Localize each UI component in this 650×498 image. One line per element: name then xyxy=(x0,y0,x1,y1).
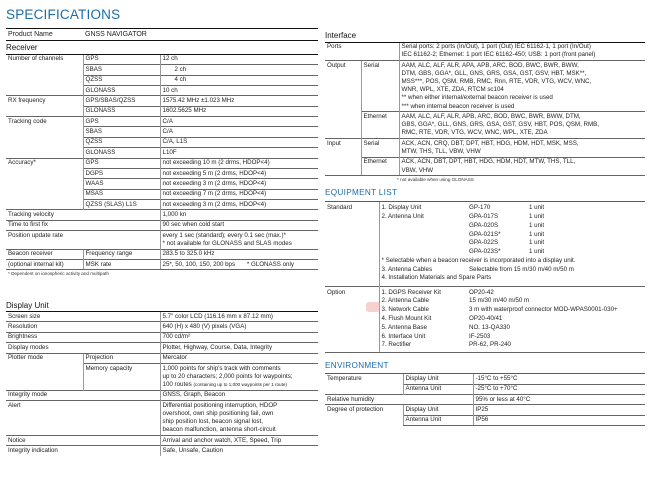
equipment-qty: 1 unit xyxy=(529,248,545,256)
tracking-code-val: C/A, L1S xyxy=(160,137,318,147)
sentence-line: ACK, ACN, CRQ, DBT, DPT, HBT, HDG, HDM, HDT, MSK, MSS, xyxy=(401,139,579,147)
freq-label: Frequency range xyxy=(83,249,160,259)
equipment-model: GPA-022S xyxy=(469,239,499,247)
accuracy-sys: WAAS xyxy=(83,179,160,189)
beacon-row xyxy=(6,260,318,270)
rx-val: 1575.42 MHz ±1.023 MHz xyxy=(160,96,318,106)
temperature-value: -15°C to +55°C xyxy=(473,374,645,384)
memory-routes: 100 routes xyxy=(162,380,192,388)
option-item-name: 7. Rectifier xyxy=(379,341,467,352)
equipment-item-name xyxy=(379,248,467,257)
alert-row xyxy=(6,401,318,436)
channels-sys: SBAS xyxy=(83,65,160,75)
tracking-velocity-row xyxy=(6,210,318,220)
projection-label: Projection xyxy=(83,353,160,363)
msk-value: 25*, 50, 100, 150, 200 bps xyxy=(162,260,236,268)
accuracy-val: not exceeding 5 m (2 drms, HDOP<4) xyxy=(160,168,318,178)
product-label: Product Name xyxy=(6,29,83,41)
ports-label: Ports xyxy=(327,43,342,51)
tracking-velocity-label: Tracking velocity xyxy=(6,210,160,220)
equipment-model: GPA-020S xyxy=(469,221,499,229)
ports-row xyxy=(325,43,645,61)
page-title: SPECIFICATIONS xyxy=(6,7,121,22)
alert-line: overshoot, own ship positioning fail, own xyxy=(162,409,274,417)
sentence-line: VBW, VHW xyxy=(401,166,434,174)
modes-value: Plotter, Highway, Course, Data, Integrity xyxy=(160,343,318,353)
notice-value: Arrival and anchor watch, XTE, Speed, Trip xyxy=(160,436,318,446)
memory-line: 1,000 points for ship's track with comments xyxy=(162,364,281,372)
ttff-row xyxy=(6,220,318,230)
msk-label: MSK rate xyxy=(83,260,160,270)
equipment-model: GPA-023S* xyxy=(469,248,501,256)
update-rate-row xyxy=(6,231,318,250)
product-row xyxy=(6,29,318,41)
screen-value: 5.7" color LCD (116.16 mm x 87.12 mm) xyxy=(160,312,318,322)
tracking-code-sys: SBAS xyxy=(83,127,160,137)
output-serial-value xyxy=(399,61,645,112)
option-label: Option xyxy=(325,286,379,352)
receiver-footnote: * Dependent on ionospheric activity and multipath xyxy=(8,271,109,277)
accuracy-sys: DGPS xyxy=(83,168,160,178)
accuracy-label: Accuracy* xyxy=(6,158,83,210)
protection-unit: Antenna Unit xyxy=(403,415,473,425)
msk-note: * GLONASS only xyxy=(246,260,294,268)
resolution-value: 640 (H) x 480 (V) pixels (VGA) xyxy=(160,322,318,332)
equipment-item-name xyxy=(379,221,467,230)
highlight-mark xyxy=(366,302,380,312)
equipment-item-name: 4. Installation Materials and Spare Parts xyxy=(379,274,645,286)
option-item xyxy=(325,286,645,297)
right-column xyxy=(325,30,645,426)
ttff-value: 90 sec when cold start xyxy=(160,220,318,230)
integrity-row xyxy=(6,390,318,400)
receiver-title: Receiver xyxy=(6,42,318,55)
sentence-line: DTM, GBS, GGA*, GLL, GNS, GRS, GSA, GST, GSV, HBT, MSK**, xyxy=(401,69,587,77)
temperature-row xyxy=(325,374,645,384)
environment-table xyxy=(325,374,645,426)
modes-row xyxy=(6,343,318,353)
equipment-table xyxy=(325,202,645,352)
equipment-qty: 1 unit xyxy=(529,212,545,220)
alert-label: Alert xyxy=(6,401,160,436)
output-serial-row xyxy=(325,61,645,112)
equipment-item-name: 2. Antenna Unit xyxy=(379,213,467,222)
protection-value: IP25 xyxy=(473,405,645,415)
integrity-indication-row xyxy=(6,446,318,456)
integrity-indication-value: Safe, Unsafe, Caution xyxy=(160,446,318,456)
sentence-line: ACK, ACN, DBT, DPT, HBT, HDG, HDM, HDT, MTW, THS, TLL, xyxy=(401,158,576,166)
output-ethernet-value xyxy=(399,112,645,139)
brightness-row xyxy=(6,332,318,342)
input-ethernet-label: Ethernet xyxy=(361,157,399,176)
memory-line: up to 20 characters; 2,000 points for waypoints; xyxy=(162,372,293,380)
rx-val: 1602.5625 MHz xyxy=(160,106,318,116)
update-rate-line: every 1 sec (standard); every 0.1 sec (max.)* xyxy=(162,231,286,239)
protection-row xyxy=(325,405,645,415)
protection-label: Degree of protection xyxy=(325,405,403,426)
sentence-line: AAM, ALC, ALF, ALR, APA, APB, ARC, BOD, BWC, BWR, BWW, xyxy=(401,61,579,69)
humidity-label: Relative humidity xyxy=(325,395,473,405)
alert-line: ship position lost, beacon signal lost, xyxy=(162,418,263,426)
equipment-qty: 1 unit xyxy=(529,230,545,238)
accuracy-row xyxy=(6,158,318,168)
notice-label: Notice xyxy=(6,436,160,446)
msk-cell xyxy=(160,260,318,270)
protection-unit: Display Unit xyxy=(403,405,473,415)
channels-sys: GLONASS xyxy=(83,85,160,95)
equipment-qty: 1 unit xyxy=(529,239,545,247)
output-label: Output xyxy=(325,61,361,139)
option-item-name: 4. Flush Mount Kit xyxy=(379,315,467,324)
equipment-model: GPA-021S* xyxy=(469,230,501,238)
interface-title: Interface xyxy=(325,30,645,43)
option-item-name: 6. Interface Unit xyxy=(379,332,467,341)
input-ethernet-value xyxy=(399,157,645,176)
ports-value xyxy=(399,43,645,61)
update-rate-value xyxy=(160,231,318,250)
input-serial-label: Serial xyxy=(361,139,399,158)
product-table xyxy=(6,28,318,41)
freq-value: 283.5 to 325.0 kHz xyxy=(160,249,318,259)
memory-line xyxy=(163,381,316,389)
equipment-item-name xyxy=(379,239,467,248)
plotter-label: Plotter mode xyxy=(6,353,83,390)
channels-val: 10 ch xyxy=(160,85,318,95)
tracking-code-sys: GPS xyxy=(83,117,160,127)
sentence-line: AAM, ALC, ALF, ALR, APB, ARC, BOD, BWC, BWR, BWW, DTM, xyxy=(401,113,581,121)
option-value: 15 m/30 m/40 m/50 m xyxy=(469,297,530,305)
environment-title: ENVIRONMENT xyxy=(325,357,645,375)
equipment-item-name xyxy=(379,230,467,239)
tracking-code-val: L10F xyxy=(160,148,318,158)
rx-sys: GLONASS xyxy=(83,106,160,116)
plotter-row xyxy=(6,353,318,363)
option-value: OP20-40/41 xyxy=(469,314,503,322)
equipment-title: EQUIPMENT LIST xyxy=(325,184,645,202)
input-ethernet-row xyxy=(325,157,645,176)
interface-table xyxy=(325,43,645,177)
sentence-line: WNR, WPL, XTE, ZDA, RTCM sc104 xyxy=(401,86,504,94)
tracking-code-val: C/A xyxy=(160,117,318,127)
integrity-indication-label: Integrity indication xyxy=(6,446,160,456)
channels-val: 2 ch xyxy=(160,65,318,75)
equipment-qty: 1 unit xyxy=(529,221,545,229)
beacon-row xyxy=(6,249,318,259)
option-item-name: 2. Antenna Cable xyxy=(379,297,467,306)
option-item-name: 1. DGPS Receiver Kit xyxy=(379,286,467,297)
equipment-item-name: 3. Antenna Cables xyxy=(379,265,467,274)
rx-label: RX frequency xyxy=(6,96,83,117)
sentence-line: GBS, GGA*, GLL, GNS, GRS, GSA, GST, GSV, HBT, POS, QSM, RMB, xyxy=(401,121,599,129)
modes-label: Display modes xyxy=(6,343,160,353)
ports-line: Serial ports: 2 ports (In/Out), 1 port (Out) IEC 61162-1, 1 port (In/Out) xyxy=(401,43,591,51)
humidity-value: 95% or less at 40°C xyxy=(473,395,645,405)
input-serial-row xyxy=(325,139,645,158)
notice-row xyxy=(6,436,318,446)
memory-routes-note: (containing up to 1,000 waypoints per 1 route) xyxy=(193,381,287,387)
rx-sys: GPS/SBAS/QZSS xyxy=(83,96,160,106)
tracking-code-row xyxy=(6,117,318,127)
projection-value: Mercator xyxy=(160,353,318,363)
standard-note: * Selectable when a beacon receiver is incorporated into a display unit. xyxy=(379,257,645,266)
integrity-label: Integrity mode xyxy=(6,390,160,400)
sentence-line: MTW, THS, TLL, VBW, VHW xyxy=(401,147,481,155)
accuracy-sys: MSAS xyxy=(83,189,160,199)
temperature-unit: Display Unit xyxy=(403,374,473,384)
screen-label: Screen size xyxy=(8,312,41,320)
equipment-item xyxy=(325,202,645,212)
accuracy-val: not exceeding 3 m (2 drms, HDOP<4) xyxy=(160,200,318,210)
memory-value xyxy=(160,363,318,390)
protection-value: IP56 xyxy=(473,415,645,425)
channels-sys: GPS xyxy=(83,55,160,65)
product-value: GNSS NAVIGATOR xyxy=(83,29,318,41)
option-item-name: 5. Antenna Base xyxy=(379,323,467,332)
channels-sys: QZSS xyxy=(83,75,160,85)
update-rate-note: * not available for GLONASS and SLAS modes xyxy=(162,239,292,247)
output-ethernet-row xyxy=(325,112,645,139)
option-item-name: 3. Network Cable xyxy=(379,306,467,315)
option-value: PR-62, PR-240 xyxy=(467,341,645,352)
rx-row xyxy=(6,96,318,106)
equipment-qty: 1 unit xyxy=(529,204,545,212)
accuracy-sys: GPS xyxy=(83,158,160,168)
option-value: OP20-42 xyxy=(467,286,645,297)
left-column xyxy=(6,28,318,456)
alert-value xyxy=(160,401,318,436)
input-label: Input xyxy=(325,139,361,176)
sentence-line: RMC, RTE, VDR, VTG, WCV, WNC, WPL, XTE, ZDA xyxy=(401,129,548,137)
tracking-code-sys: GLONASS xyxy=(83,148,160,158)
tracking-code-label: Tracking code xyxy=(6,117,83,159)
screen-row xyxy=(6,312,318,322)
sentence-note: ** when either internal/external beacon receiver is used xyxy=(401,94,553,102)
tracking-code-sys: QZSS xyxy=(83,137,160,147)
accuracy-val: not exceeding 7 m (2 drms, HDOP<4) xyxy=(160,189,318,199)
alert-line: beacon malfunction, antenna short-circuit xyxy=(162,426,276,434)
beacon-sublabel: (optional internal kit) xyxy=(6,260,83,270)
channels-row xyxy=(6,55,318,65)
beacon-label: Beacon receiver xyxy=(6,249,83,259)
integrity-value: GNSS, Graph, Beacon xyxy=(160,390,318,400)
option-value: IF-2503 xyxy=(469,332,491,340)
option-value: 3 m with waterproof connector MOD-WPAS0001-030+ xyxy=(469,306,618,314)
ttff-label: Time to first fix xyxy=(6,220,160,230)
channels-label: Number of channels xyxy=(8,55,64,63)
accuracy-val: not exceeding 3 m (2 drms, HDOP<4) xyxy=(160,179,318,189)
output-serial-label: Serial xyxy=(361,61,399,112)
resolution-row xyxy=(6,322,318,332)
sentence-line: MSS***, POS, QSM, RMB, RMC, Rnn, RTE, VDR, VTG, WCV, WNC, xyxy=(401,78,592,86)
update-rate-label: Position update rate xyxy=(6,231,160,250)
accuracy-sys: QZSS (SLAS) L1S xyxy=(83,200,160,210)
display-title: Display Unit xyxy=(6,300,318,313)
temperature-label: Temperature xyxy=(327,374,362,382)
equipment-model: Selectable from 15 m/30 m/40 m/50 m xyxy=(469,265,574,273)
tracking-code-val: C/A xyxy=(160,127,318,137)
option-value: NO. 13-QA330 xyxy=(469,323,510,331)
channels-val: 12 ch xyxy=(160,55,318,65)
temperature-value: -25°C to +70°C xyxy=(473,384,645,394)
brightness-value: 700 cd/m² xyxy=(160,332,318,342)
brightness-label: Brightness xyxy=(6,332,160,342)
equipment-model: GP-170 xyxy=(469,204,491,212)
receiver-table xyxy=(6,55,318,271)
memory-label: Memory capacity xyxy=(83,363,160,390)
alert-line: Differential positioning interruption, HDOP xyxy=(162,401,278,409)
input-serial-value xyxy=(399,139,645,158)
temperature-unit: Antenna Unit xyxy=(403,384,473,394)
equipment-model: GPA-017S xyxy=(469,212,499,220)
sentence-note: *** when internal beacon receiver is used xyxy=(401,102,515,110)
standard-label: Standard xyxy=(327,204,353,212)
display-table xyxy=(6,312,318,456)
accuracy-val: not exceeding 10 m (2 drms, HDOP<4) xyxy=(160,158,318,168)
ports-line: IEC 61162-2; Ethernet: 1 port IEC 61162-450; USB: 1 port (front panel) xyxy=(401,51,596,59)
output-ethernet-label: Ethernet xyxy=(361,112,399,139)
channels-val: 4 ch xyxy=(160,75,318,85)
humidity-row xyxy=(325,395,645,405)
equipment-item-name: 1. Display Unit xyxy=(379,202,467,212)
interface-footnote: * not available when using GLONASS xyxy=(397,177,474,183)
resolution-label: Resolution xyxy=(6,322,160,332)
tracking-velocity-value: 1,000 kn xyxy=(160,210,318,220)
